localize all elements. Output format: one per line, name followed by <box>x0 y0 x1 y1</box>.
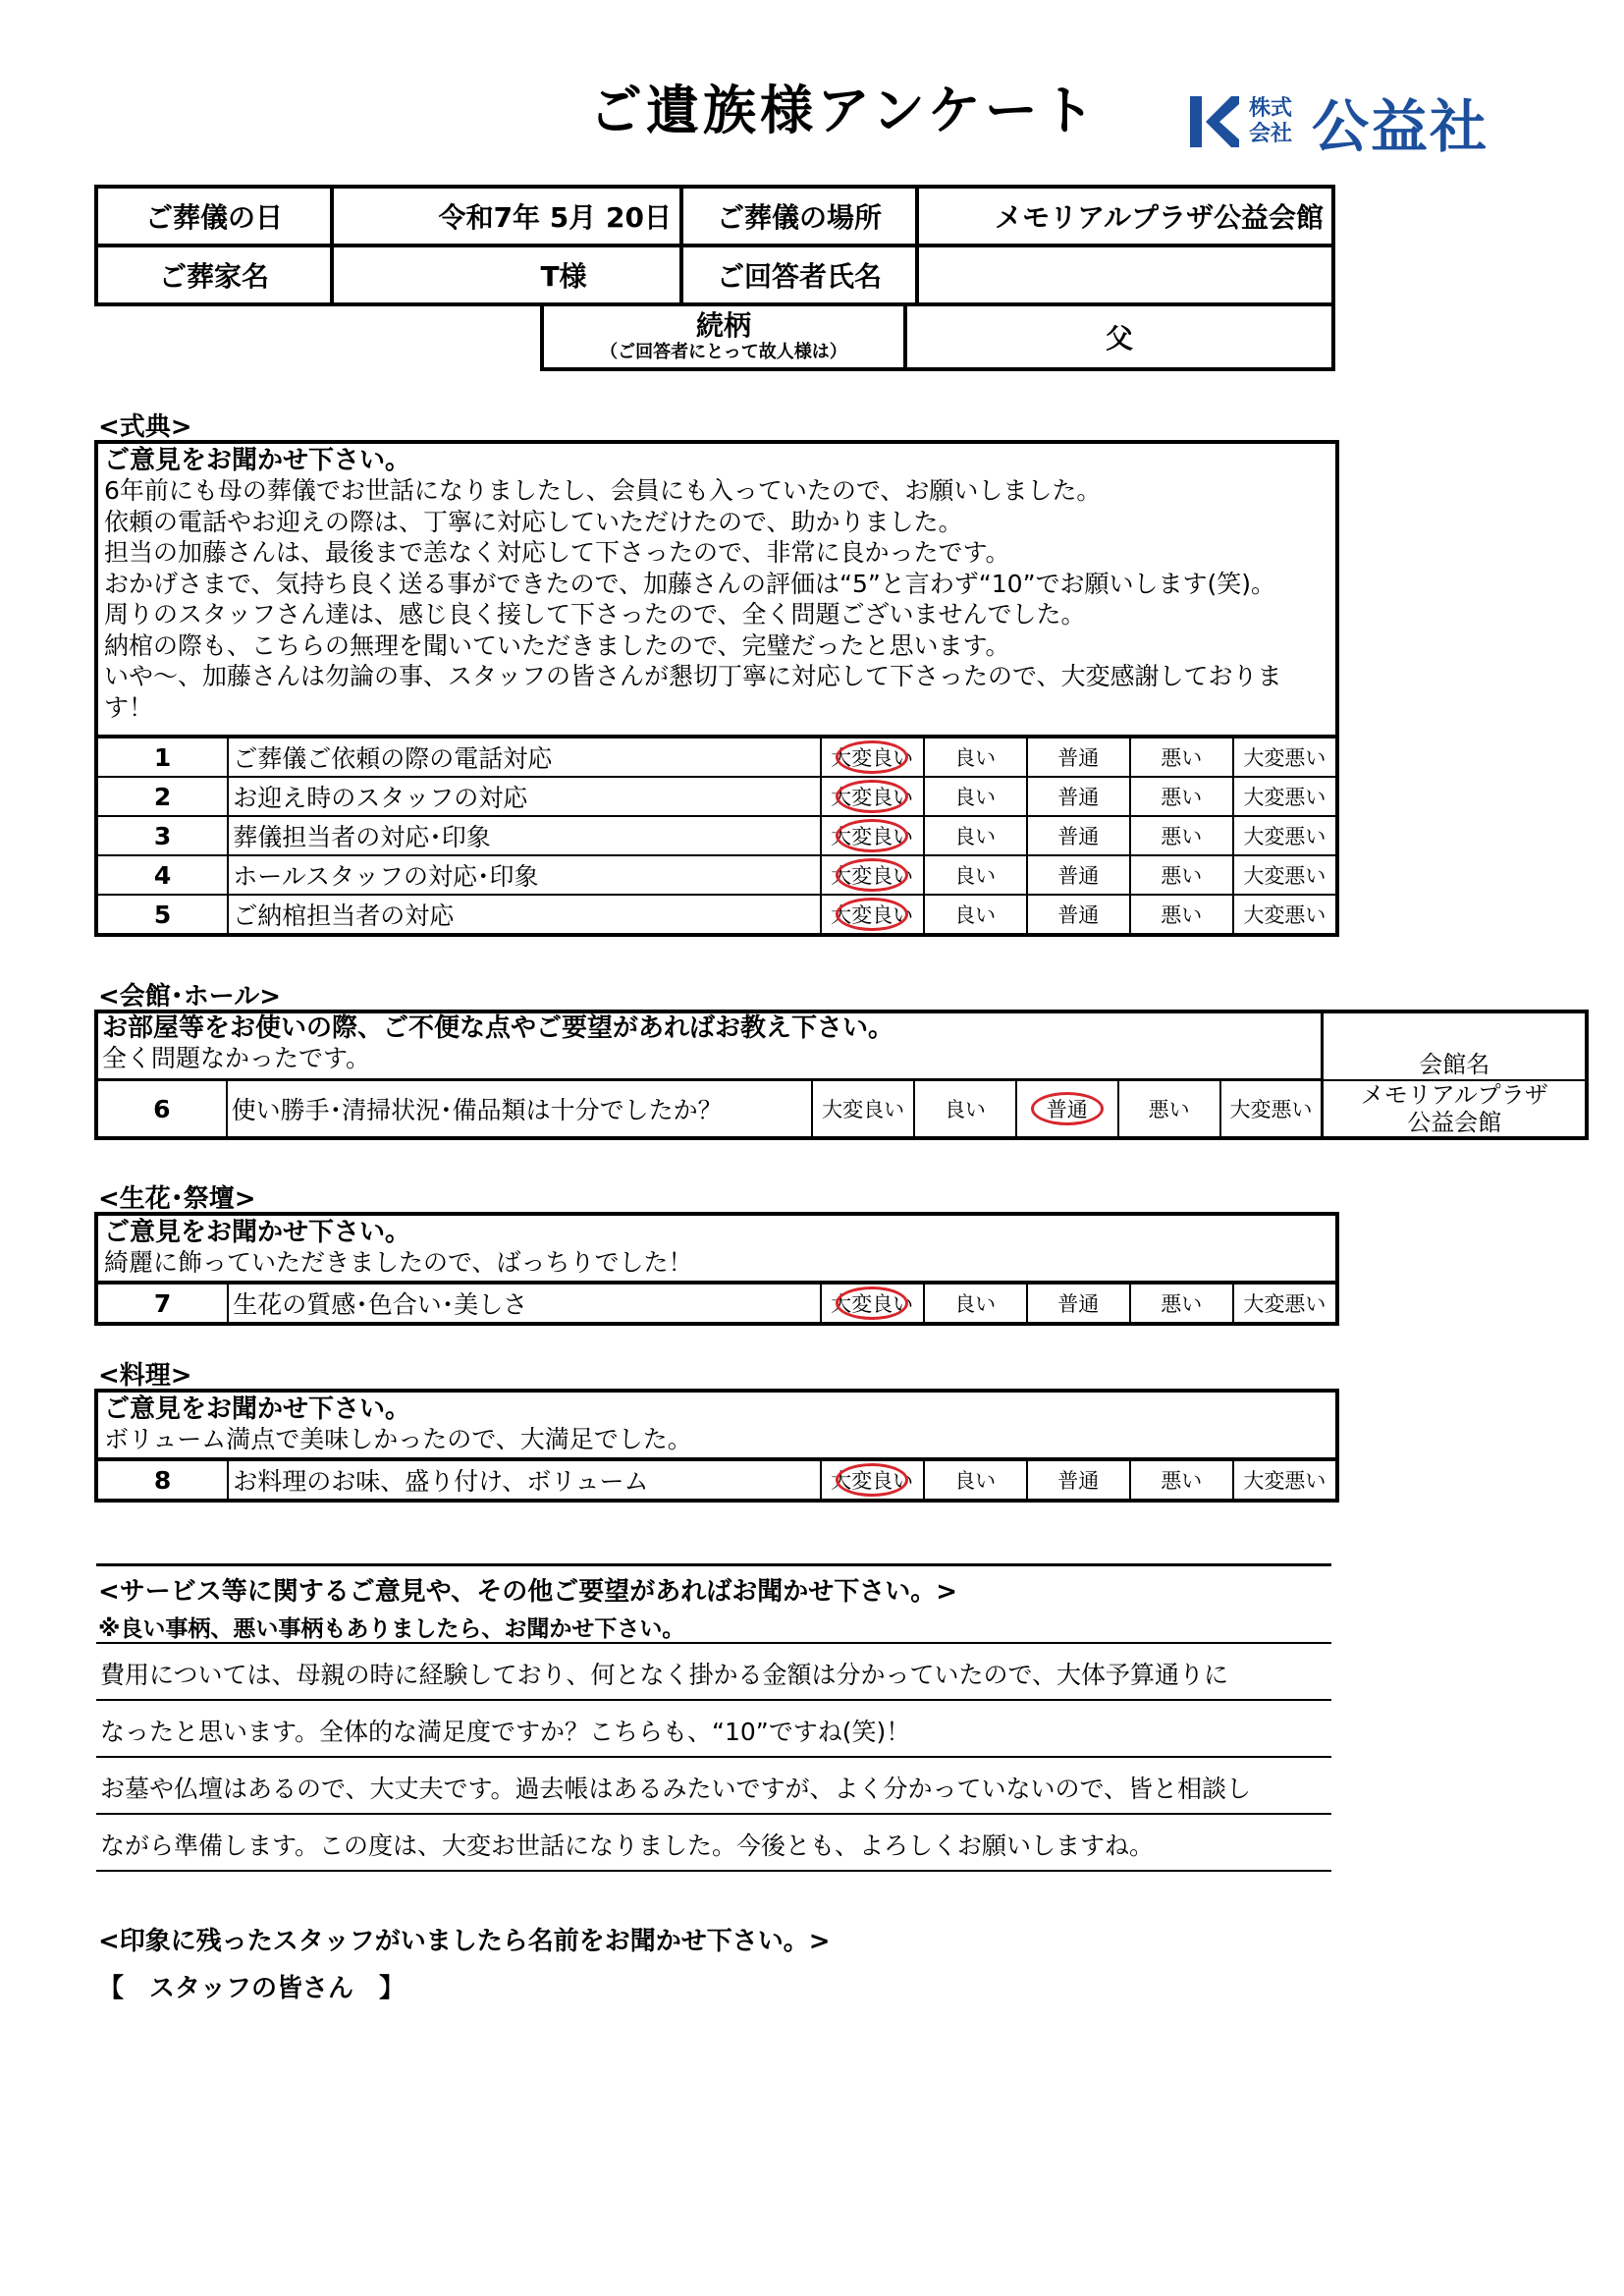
rating-option-1[interactable] <box>821 777 924 816</box>
rating-option-4[interactable] <box>1130 777 1233 816</box>
rating-question: ホールスタッフの対応･印象 <box>228 855 820 895</box>
rating-row <box>96 777 1337 816</box>
food-prompt: ご意見をお聞かせ下さい。 <box>104 1394 411 1424</box>
hall-name: メモリアルプラザ 公益会館 <box>1323 1080 1587 1139</box>
rating-option-label: 大変良い <box>831 1469 914 1493</box>
rating-option-5[interactable] <box>1233 737 1337 777</box>
selected-circle <box>836 858 908 892</box>
rating-option-label: 良い <box>944 1098 986 1121</box>
rating-option-label: 大変良い <box>822 1098 905 1121</box>
rating-option-label: 普通 <box>1057 786 1100 809</box>
rating-option-label: 良い <box>954 1469 997 1493</box>
service-line-4: ながら準備します。この度は、大変お世話になりました。今後とも、よろしくお願いしますね。 <box>100 1831 1155 1860</box>
hall-prompt: お部屋等をお使いの際、ご不便な点やご要望があればお教え下さい。 <box>102 1013 894 1043</box>
rating-question: ご納棺担当者の対応 <box>228 895 820 935</box>
flowers-rating-table <box>94 1281 1339 1326</box>
rating-option-label: 大変悪い <box>1243 903 1326 927</box>
flowers-prompt: ご意見をお聞かせ下さい。 <box>104 1218 411 1247</box>
page-title: ご遺族様アンケート <box>589 80 1099 141</box>
hall-comment: 全く問題なかったです。 <box>102 1044 371 1072</box>
rating-option-label: 大変悪い <box>1243 864 1326 888</box>
relation-table <box>540 302 1335 371</box>
rating-option-1[interactable] <box>821 855 924 895</box>
rating-option-label: 普通 <box>1057 1292 1100 1316</box>
relation-sub: （ご回答者にとって故人様は） <box>600 342 847 362</box>
company-logo <box>1188 81 1489 163</box>
rating-number: 6 <box>96 1080 227 1139</box>
rating-option-label: 悪い <box>1161 903 1203 927</box>
rating-option-label: 大変良い <box>831 864 914 888</box>
rating-option-3[interactable] <box>1027 855 1130 895</box>
rating-option-label: 大変良い <box>831 825 914 848</box>
rating-option-3[interactable] <box>1027 895 1130 935</box>
rating-option-5[interactable] <box>1220 1080 1323 1139</box>
place-value: メモリアルプラザ公益会館 <box>917 187 1333 246</box>
rating-option-3[interactable] <box>1027 1283 1130 1324</box>
rating-option-label: 良い <box>954 786 997 809</box>
rating-option-label: 大変悪い <box>1243 825 1326 848</box>
rating-option-label: 良い <box>954 825 997 848</box>
rating-number: 2 <box>96 777 228 816</box>
rating-option-1[interactable] <box>812 1080 914 1139</box>
rating-question: ご葬儀ご依頼の際の電話対応 <box>228 737 820 777</box>
service-rule-4 <box>96 1813 1331 1815</box>
rating-option-4[interactable] <box>1130 1459 1233 1501</box>
rating-option-1[interactable] <box>821 895 924 935</box>
rating-option-label: 普通 <box>1057 903 1100 927</box>
service-line-3: お墓や仏壇はあるので、大丈夫です。過去帳はあるみたいですが、よく分かっていないので、皆と相談し <box>100 1775 1252 1803</box>
rating-row <box>96 737 1337 777</box>
rating-option-4[interactable] <box>1130 895 1233 935</box>
flowers-section-title: <生花･祭壇> <box>98 1184 256 1214</box>
rating-option-3[interactable] <box>1027 1459 1130 1501</box>
ceremony-comment: 6年前にも母の葬儀でお世話になりましたし、会員にも入っていたので、お願いしました。 依頼の電話やお迎えの際は、丁寧に対応していただけたので、助かりました。 担当の加藤さんは、最後まで恙なく対応して下さったので、非常に良かったです。 おかげさまで、気持ち良く送る事ができたので、加藤さんの評価は“5”と言わず“10”でお願いします(笑)。 周りのスタッフさん達は、感じ良く接して下さったので、全く問題ございませんでした。 納棺の際も、こちらの無理を聞いていただきましたので、完璧だったと思います。 いや～、加藤さんは勿論の事、スタッフの皆さんが懇切丁寧に対応して下さったので、大変感謝しておりま す！ <box>104 476 1282 722</box>
rating-option-3[interactable] <box>1016 1080 1118 1139</box>
logo-small-text: 株式会社 <box>1249 96 1293 146</box>
rating-option-label: 悪い <box>1161 1292 1203 1316</box>
rating-option-5[interactable] <box>1233 816 1337 855</box>
rating-option-4[interactable] <box>1130 816 1233 855</box>
service-subheading: ※良い事柄、悪い事柄もありましたら、お聞かせ下さい。 <box>98 1616 685 1642</box>
rating-row <box>96 895 1337 935</box>
selected-circle <box>836 898 908 931</box>
rating-option-label: 良い <box>954 1292 997 1316</box>
rating-option-label: 悪い <box>1161 786 1203 809</box>
service-heading: <サービス等に関するご意見や、その他ご要望があればお聞かせ下さい。> <box>98 1577 958 1607</box>
rating-option-3[interactable] <box>1027 816 1130 855</box>
service-rule-1 <box>96 1642 1331 1644</box>
ceremony-prompt: ご意見をお聞かせ下さい。 <box>104 446 411 475</box>
ceremony-section-title: <式典> <box>98 412 192 442</box>
rating-row <box>96 816 1337 855</box>
rating-option-label: 悪い <box>1161 825 1203 848</box>
respondent-label: ご回答者氏名 <box>681 246 917 304</box>
flowers-comment-box <box>94 1212 1339 1285</box>
date-value: 令和7年 5月 20日 <box>332 187 681 246</box>
hall-name-label: 会館名 <box>1323 1011 1587 1080</box>
rating-row <box>96 855 1337 895</box>
rating-option-label: 悪い <box>1148 1098 1190 1121</box>
rating-option-2[interactable] <box>924 895 1027 935</box>
logo-big-text: 公益社 <box>1312 93 1489 160</box>
selected-circle <box>1031 1092 1104 1125</box>
rating-option-label: 大変悪い <box>1243 786 1326 809</box>
rating-option-3[interactable] <box>1027 737 1130 777</box>
rating-option-label: 良い <box>954 903 997 927</box>
rating-row <box>96 1080 1587 1139</box>
food-rating-table <box>94 1457 1339 1503</box>
service-rule-5 <box>96 1870 1331 1872</box>
rating-option-label: 良い <box>954 864 997 888</box>
rating-option-5[interactable] <box>1233 1459 1337 1501</box>
rating-option-label: 大変良い <box>831 903 914 927</box>
rating-question: お迎え時のスタッフの対応 <box>228 777 820 816</box>
place-label: ご葬儀の場所 <box>681 187 917 246</box>
rating-option-label: 大変良い <box>831 1292 914 1316</box>
rating-option-label: 悪い <box>1161 1469 1203 1493</box>
relation-label: 続柄 <box>695 309 751 342</box>
food-comment: ボリューム満点で美味しかったので、大満足でした。 <box>104 1425 692 1453</box>
rating-option-1[interactable] <box>821 737 924 777</box>
rating-option-label: 悪い <box>1161 864 1203 888</box>
rating-option-1[interactable] <box>821 1459 924 1501</box>
rating-option-label: 大変良い <box>831 786 914 809</box>
selected-circle <box>836 1286 908 1320</box>
rating-option-2[interactable] <box>924 737 1027 777</box>
service-rule-3 <box>96 1756 1331 1758</box>
rating-option-1[interactable] <box>821 816 924 855</box>
hall-section-title: <会館･ホール> <box>98 982 282 1011</box>
rating-option-5[interactable] <box>1233 895 1337 935</box>
rating-option-label: 普通 <box>1057 864 1100 888</box>
rating-option-label: 普通 <box>1046 1098 1088 1121</box>
rating-number: 3 <box>96 816 228 855</box>
rating-option-label: 悪い <box>1161 746 1203 770</box>
rating-question: お料理のお味、盛り付け、ボリューム <box>228 1459 820 1501</box>
rating-row <box>96 1283 1337 1324</box>
rating-row <box>96 1459 1337 1501</box>
rating-option-label: 大変悪い <box>1243 746 1326 770</box>
relation-label-cell <box>542 304 905 369</box>
rating-number: 8 <box>96 1459 228 1501</box>
rating-option-3[interactable] <box>1027 777 1130 816</box>
service-top-rule <box>96 1563 1331 1566</box>
date-label: ご葬儀の日 <box>96 187 332 246</box>
rating-option-label: 大変良い <box>831 746 914 770</box>
rating-option-label: 普通 <box>1057 1469 1100 1493</box>
rating-option-label: 大変悪い <box>1243 1292 1326 1316</box>
rating-option-4[interactable] <box>1130 737 1233 777</box>
ceremony-comment-box <box>94 440 1339 737</box>
staff-answer: 【 スタッフの皆さん 】 <box>98 1974 406 2003</box>
rating-option-2[interactable] <box>914 1080 1016 1139</box>
rating-number: 5 <box>96 895 228 935</box>
family-value: T様 <box>332 246 681 304</box>
selected-circle <box>836 1463 908 1497</box>
rating-option-4[interactable] <box>1130 1283 1233 1324</box>
rating-option-5[interactable] <box>1233 1283 1337 1324</box>
rating-option-2[interactable] <box>924 1283 1027 1324</box>
rating-number: 4 <box>96 855 228 895</box>
rating-option-4[interactable] <box>1130 855 1233 895</box>
rating-number: 7 <box>96 1283 228 1324</box>
rating-option-label: 普通 <box>1057 825 1100 848</box>
rating-option-label: 普通 <box>1057 746 1100 770</box>
hall-table <box>94 1010 1589 1140</box>
service-line-2: なったと思います。全体的な満足度ですか？こちらも、“10”ですね(笑)！ <box>100 1718 911 1746</box>
selected-circle <box>836 819 908 852</box>
service-rule-2 <box>96 1699 1331 1701</box>
rating-question: 葬儀担当者の対応･印象 <box>228 816 820 855</box>
rating-question: 生花の質感･色合い･美しさ <box>228 1283 820 1324</box>
staff-heading: <印象に残ったスタッフがいましたら名前をお聞かせ下さい。> <box>98 1927 831 1956</box>
rating-option-5[interactable] <box>1233 777 1337 816</box>
service-line-1: 費用については、母親の時に経験しており、何となく掛かる金額は分かっていたので、大体予算通りに <box>100 1661 1229 1689</box>
rating-option-label: 良い <box>954 746 997 770</box>
rating-number: 1 <box>96 737 228 777</box>
food-comment-box <box>94 1389 1339 1461</box>
ceremony-rating-table <box>94 735 1339 937</box>
flowers-comment: 綺麗に飾っていただきましたので、ばっちりでした！ <box>104 1248 693 1277</box>
rating-option-2[interactable] <box>924 816 1027 855</box>
hall-comment-cell <box>96 1011 1323 1080</box>
rating-option-2[interactable] <box>924 1459 1027 1501</box>
rating-option-2[interactable] <box>924 855 1027 895</box>
rating-option-2[interactable] <box>924 777 1027 816</box>
rating-option-label: 大変悪い <box>1243 1469 1326 1493</box>
rating-option-label: 大変悪い <box>1229 1098 1313 1121</box>
selected-circle <box>836 740 908 774</box>
rating-question: 使い勝手･清掃状況･備品類は十分でしたか？ <box>227 1080 813 1139</box>
rating-option-4[interactable] <box>1118 1080 1220 1139</box>
rating-option-1[interactable] <box>821 1283 924 1324</box>
header-table <box>94 185 1335 306</box>
rating-option-5[interactable] <box>1233 855 1337 895</box>
logo-mark-icon <box>1188 94 1239 149</box>
food-section-title: <料理> <box>98 1361 192 1391</box>
family-label: ご葬家名 <box>96 246 332 304</box>
selected-circle <box>836 780 908 813</box>
relation-value: 父 <box>905 304 1333 369</box>
respondent-value <box>917 246 1333 304</box>
